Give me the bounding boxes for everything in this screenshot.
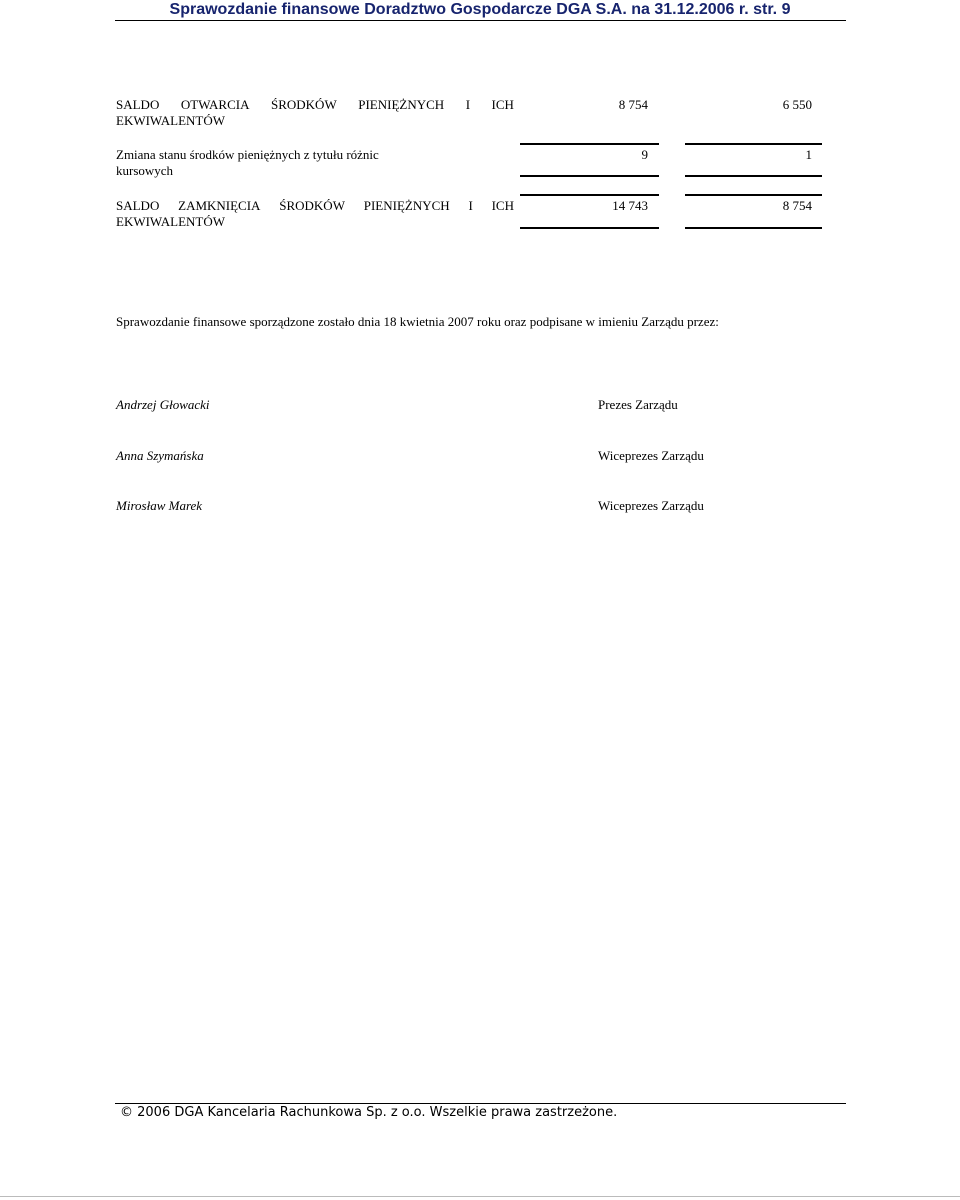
signatory-role: Wiceprezes Zarządu — [598, 448, 704, 463]
signatory-role: Wiceprezes Zarządu — [598, 498, 704, 513]
label-line-1 — [116, 97, 514, 113]
rule-below-current — [520, 175, 659, 177]
label-word: OTWARCIA — [180, 97, 250, 112]
label-line-1: Zmiana stanu środków pieniężnych z tytułu różnic — [116, 147, 379, 162]
label-line-2: EKWIWALENTÓW — [116, 113, 226, 128]
label-word: ICH — [491, 198, 514, 213]
label-word: I — [465, 97, 471, 112]
footer-copyright — [120, 1105, 617, 1121]
closing-balance-previous: 8 754 — [782, 198, 812, 213]
rule-below-previous — [685, 175, 822, 177]
row-closing-balance-label — [116, 198, 514, 230]
fx-change-current: 9 — [641, 147, 648, 162]
copyright-text: 2006 DGA Kancelaria Rachunkowa Sp. z o.o. Wszelkie prawa zastrzeżone. — [137, 1105, 618, 1120]
row-opening-balance-label — [116, 97, 514, 129]
row-fx-change-label — [116, 147, 514, 179]
label-line-1 — [116, 198, 514, 214]
signatory-name: Anna Szymańska — [116, 448, 204, 463]
approval-statement: Sprawozdanie finansowe sporządzone zostało dnia 18 kwietnia 2007 roku oraz podpisane w imieniu Zarządu przez: — [116, 314, 719, 329]
fx-change-previous: 1 — [805, 147, 812, 162]
label-line-2: kursowych — [116, 163, 174, 178]
rule-above-current — [520, 143, 659, 145]
page-header-title: Sprawozdanie finansowe Doradztwo Gospodarcze DGA S.A. na 31.12.2006 r. str. 9 — [169, 1, 791, 18]
label-word: ŚRODKÓW — [270, 97, 337, 112]
label-line-2: EKWIWALENTÓW — [116, 214, 226, 229]
label-word: ZAMKNIĘCIA — [178, 198, 261, 213]
copyright-icon: © — [120, 1105, 133, 1120]
opening-balance-previous: 6 550 — [782, 97, 812, 112]
label-word: SALDO — [116, 198, 160, 213]
header-divider — [115, 20, 846, 21]
opening-balance-current: 8 754 — [618, 97, 648, 112]
label-word: SALDO — [116, 97, 160, 112]
label-word: ICH — [491, 97, 514, 112]
page-bottom-edge — [0, 1196, 960, 1197]
label-word: PIENIĘŻNYCH — [363, 198, 450, 213]
rule-above-closing-current — [520, 194, 659, 196]
signatory-role: Prezes Zarządu — [598, 397, 678, 412]
footer-divider — [115, 1103, 846, 1104]
double-rule-closing-current — [520, 227, 659, 229]
label-word: PIENIĘŻNYCH — [358, 97, 445, 112]
signatory-name: Andrzej Głowacki — [116, 397, 210, 412]
label-word: I — [468, 198, 473, 213]
double-rule-closing-previous — [685, 227, 822, 229]
signatory-name: Mirosław Marek — [116, 498, 203, 513]
rule-above-previous — [685, 143, 822, 145]
rule-above-closing-previous — [685, 194, 822, 196]
closing-balance-current: 14 743 — [612, 198, 648, 213]
label-word: ŚRODKÓW — [279, 198, 345, 213]
